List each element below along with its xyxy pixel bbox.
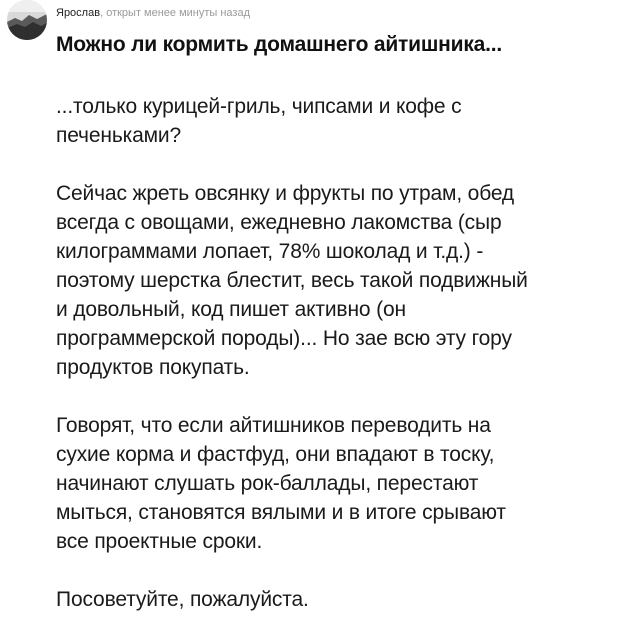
paragraph-line: Сейчас жреть овсянку и фрукты по утрам, обед (56, 182, 515, 205)
post-paragraph (56, 92, 626, 150)
paragraph-line: килограммами лопает, 78% шоколад и т.д.) - (56, 240, 484, 263)
paragraph-line: всегда с овощами, ежедневно лакомства (сыр (56, 211, 502, 234)
paragraph-line: ...только курицей-гриль, чипсами и кофе с (56, 95, 462, 118)
paragraph-line: продуктов покупать. (56, 356, 250, 379)
paragraph-line: программерской породы)... Но зае всю эту гору (56, 327, 512, 350)
paragraph-line: все проектные сроки. (56, 530, 263, 553)
paragraph-line: начинают слушать рок-баллады, перестают (56, 472, 479, 495)
post-header (0, 0, 640, 22)
paragraph-line: печеньками? (56, 124, 182, 147)
author-separator: , (100, 7, 104, 19)
avatar[interactable] (7, 0, 47, 40)
post-paragraph (56, 411, 626, 556)
post-body (56, 92, 626, 643)
author-line (56, 6, 250, 20)
author-name[interactable]: Ярослав (56, 7, 101, 19)
paragraph-line: и довольный, код пишет активно (он (56, 298, 406, 321)
post-paragraph (56, 179, 626, 382)
paragraph-line: сухие корма и фастфуд, они впадают в тоску, (56, 443, 495, 466)
post-timestamp: открыт менее минуты назад (106, 7, 251, 19)
avatar-image (7, 0, 47, 40)
paragraph-line: поэтому шерстка блестит, весь такой подвижный (56, 269, 528, 292)
post-title[interactable]: Можно ли кормить домашнего айтишника... (56, 33, 503, 56)
paragraph-line: Говорят, что если айтишников переводить на (56, 414, 491, 437)
post-paragraph (56, 585, 626, 614)
paragraph-line: Посоветуйте, пожалуйста. (56, 588, 309, 611)
paragraph-line: мыться, становятся вялыми и в итоге срывают (56, 501, 506, 524)
